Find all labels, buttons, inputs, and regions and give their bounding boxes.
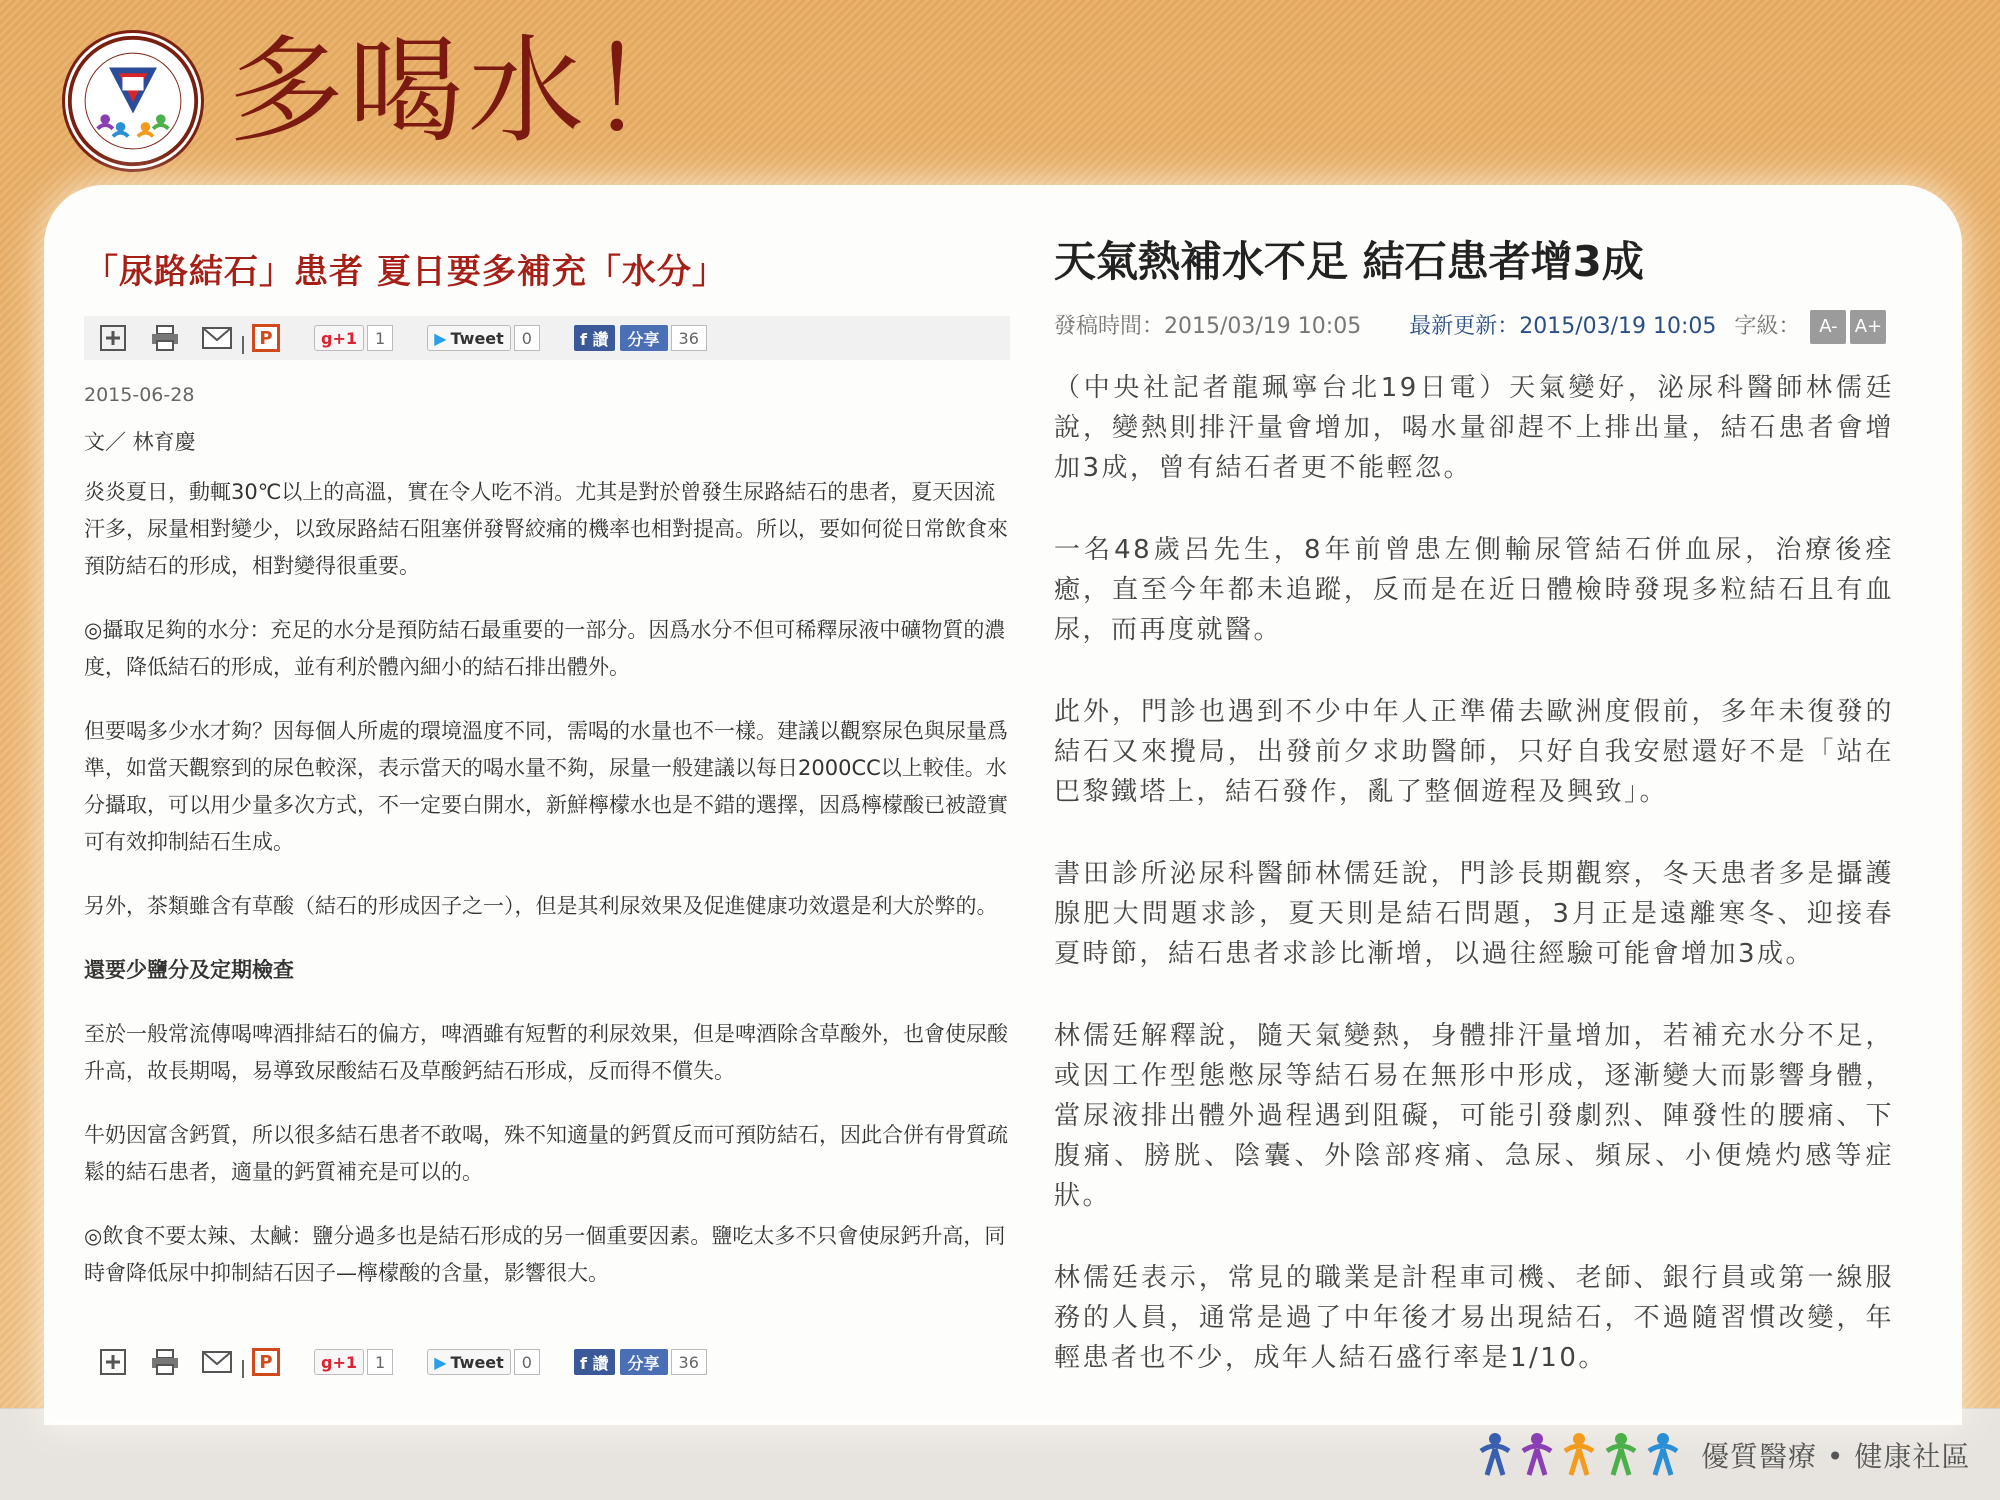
- divider: [242, 1360, 244, 1378]
- tweet-count: 0: [514, 1349, 540, 1375]
- divider: [242, 336, 244, 354]
- print-icon[interactable]: [150, 1347, 180, 1377]
- slide-title: 多喝水！: [228, 24, 708, 159]
- tweet-button[interactable]: [427, 1349, 511, 1375]
- gplus-button[interactable]: g+1: [314, 1349, 364, 1375]
- article-date: 2015-06-28: [84, 384, 195, 406]
- facebook-like-button[interactable]: f 讚: [574, 1349, 615, 1375]
- article-meta: [1054, 308, 1894, 346]
- paragraph: 書田診所泌尿科醫師林儒廷說，門診長期觀察，冬天患者多是攝護腺肥大問題求診，夏天則是結石問題，3月正是遠離寒冬、迎接春夏時節，結石患者求診比漸增，以過往經驗可能會增加3成。: [1054, 859, 1894, 969]
- plurk-icon[interactable]: P: [252, 1348, 280, 1376]
- paragraph: （中央社記者龍珮寧台北19日電）天氣變好，泌尿科醫師林儒廷說，變熱則排汗量會增加，喝水量卻趕不上排出量，結石患者會增加3成，曾有結石者更不能輕忽。: [1054, 373, 1894, 483]
- article-author: 文／ 林育慶: [84, 430, 196, 454]
- paragraph: ◎飲食不要太辣、太鹹：鹽分過多也是結石形成的另一個重要因素。鹽吃太多不只會使尿鈣升高，同時會降低尿中抑制結石因子—檸檬酸的含量，影響很大。: [84, 1224, 1006, 1285]
- font-decrease-button[interactable]: A-: [1810, 310, 1846, 344]
- left-article-title: 「尿路結石」患者 夏日要多補充「水分」: [84, 252, 727, 292]
- share-count: 36: [671, 325, 707, 351]
- left-article: [84, 240, 1010, 1319]
- paragraph: 一名48歲呂先生，8年前曾患左側輸尿管結石併血尿，治療後痊癒，直至今年都未追蹤，反而是在近日體檢時發現多粒結石且有血尿，而再度就醫。: [1054, 535, 1894, 645]
- people-logo: [1475, 1425, 1697, 1485]
- twitter-bird-icon: ▶: [434, 328, 447, 348]
- gplus-count: 1: [367, 325, 393, 351]
- gplus-count: 1: [367, 1349, 393, 1375]
- print-icon[interactable]: [150, 323, 180, 353]
- share-bar-top: [84, 316, 1010, 360]
- article-body: [84, 474, 1010, 1292]
- right-article-title: 天氣熱補水不足 結石患者增3成: [1054, 237, 1644, 286]
- paragraph: 炎炎夏日，動輒30℃以上的高溫，實在令人吃不消。尤其是對於曾發生尿路結石的患者，夏天因流汗多，尿量相對變少，以致尿路結石阻塞併發腎絞痛的機率也相對提高。所以，要如何從日常飲食來預防結石的形成，相對變得很重要。: [84, 480, 1008, 578]
- paragraph: 此外，門診也遇到不少中年人正準備去歐洲度假前，多年未復發的結石又來攪局，出發前夕求助醫師，只好自我安慰還好不是「站在巴黎鐵塔上，結石發作，亂了整個遊程及興致」。: [1054, 697, 1894, 807]
- paragraph: 牛奶因富含鈣質，所以很多結石患者不敢喝，殊不知適量的鈣質反而可預防結石，因此合併有骨質疏鬆的結石患者，適量的鈣質補充是可以的。: [84, 1123, 1008, 1184]
- paragraph: 另外，茶類雖含有草酸（結石的形成因子之一），但是其利尿效果及促進健康功效還是利大於弊的。: [84, 894, 998, 918]
- article-body: [1054, 368, 1894, 1378]
- paragraph: 至於一般常流傳喝啤酒排結石的偏方，啤酒雖有短暫的利尿效果，但是啤酒除含草酸外，也會使尿酸升高，故長期喝，易導致尿酸結石及草酸鈣結石形成，反而得不償失。: [84, 1022, 1008, 1083]
- subheading: 還要少鹽分及定期檢查: [84, 958, 294, 982]
- paragraph: ◎攝取足夠的水分：充足的水分是預防結石最重要的一部分。因爲水分不但可稀釋尿液中礦物質的濃度，降低結石的形成，並有利於體內細小的結石排出體外。: [84, 618, 1006, 679]
- footer-logo: [1475, 1425, 1970, 1485]
- updated-time: 最新更新：2015/03/19 10:05: [1409, 314, 1717, 339]
- paragraph: 林儒廷解釋說，隨天氣變熱，身體排汗量增加，若補充水分不足，或因工作型態憋尿等結石易在無形中形成，逐漸變大而影響身體，當尿液排出體外過程遇到阻礙，可能引發劇烈、陣發性的腰痛、下腹痛、膀胱、陰囊、外陰部疼痛、急尿、頻尿、小便燒灼感等症狀。: [1054, 1021, 1894, 1211]
- facebook-share-button[interactable]: 分享: [620, 1349, 668, 1375]
- paragraph: 但要喝多少水才夠？因每個人所處的環境溫度不同，需喝的水量也不一樣。建議以觀察尿色與尿量爲準，如當天觀察到的尿色較深，表示當天的喝水量不夠，尿量一般建議以每日2000CC以上較佳。水分攝取，可以用少量多次方式，不一定要白開水，新鮮檸檬水也是不錯的選擇，因爲檸檬酸已被證實可有效抑制結石生成。: [84, 719, 1008, 854]
- posted-time: 發稿時間：2015/03/19 10:05: [1054, 314, 1362, 339]
- plurk-icon[interactable]: P: [252, 324, 280, 352]
- share-count: 36: [671, 1349, 707, 1375]
- mail-icon[interactable]: [202, 1347, 232, 1377]
- tweet-label: Tweet: [450, 328, 504, 348]
- facebook-share-button[interactable]: 分享: [620, 325, 668, 351]
- add-icon[interactable]: [98, 1347, 128, 1377]
- add-icon[interactable]: [98, 323, 128, 353]
- hospital-logo: [62, 30, 204, 172]
- twitter-bird-icon: ▶: [434, 1352, 447, 1372]
- font-size-label: 字級：: [1734, 314, 1801, 339]
- tweet-label: Tweet: [450, 1352, 504, 1372]
- gplus-button[interactable]: g+1: [314, 325, 364, 351]
- share-bar-bottom: [84, 1340, 784, 1384]
- footer-tagline: 優質醫療 • 健康社區: [1701, 1440, 1971, 1473]
- mail-icon[interactable]: [202, 323, 232, 353]
- tweet-count: 0: [514, 325, 540, 351]
- font-increase-button[interactable]: A+: [1850, 310, 1886, 344]
- tweet-button[interactable]: [427, 325, 511, 351]
- paragraph: 林儒廷表示，常見的職業是計程車司機、老師、銀行員或第一線服務的人員，通常是過了中年後才易出現結石，不過隨習慣改變，年輕患者也不少，成年人結石盛行率是1/10。: [1054, 1263, 1894, 1373]
- facebook-like-button[interactable]: f 讚: [574, 325, 615, 351]
- right-article: [1054, 230, 1894, 1420]
